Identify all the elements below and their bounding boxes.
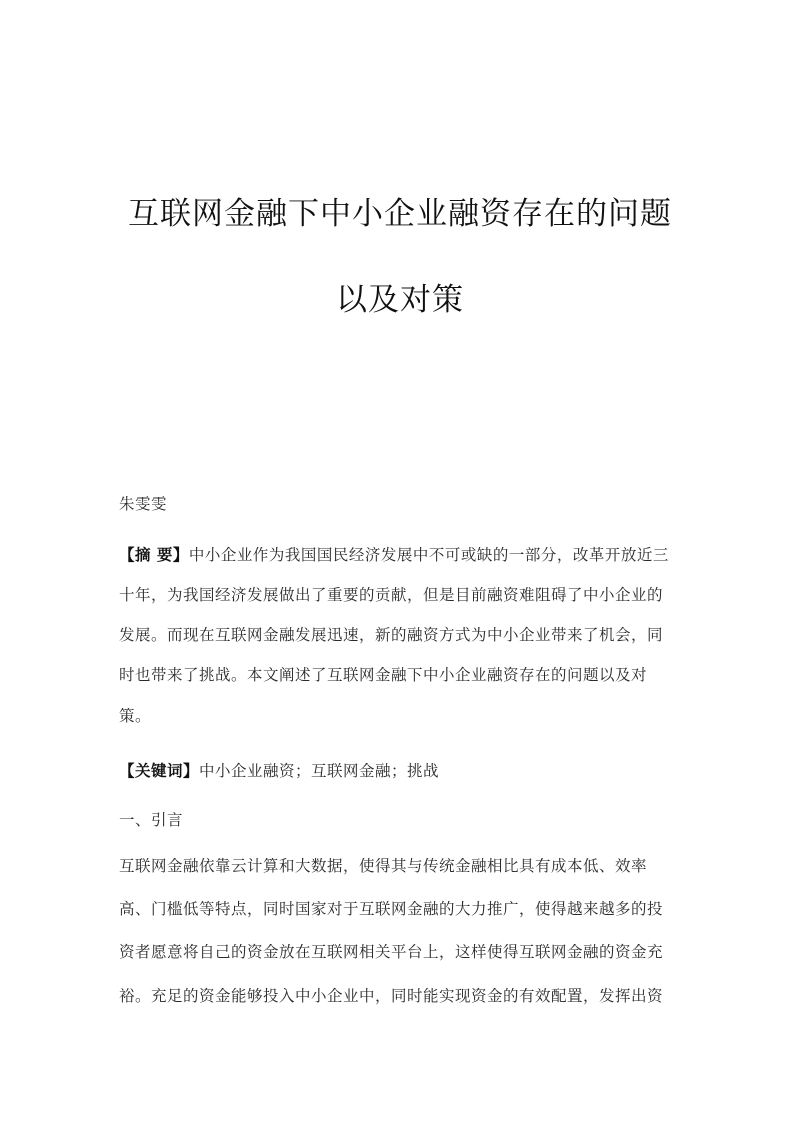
abstract-line-4: 时也带来了挑战。本文阐述了互联网金融下中小企业融资存在的问题以及对 [119, 666, 648, 684]
intro-line-4: 裕。充足的资金能够投入中小企业中，同时能实现资金的有效配置，发挥出资 [119, 987, 664, 1005]
title-line-1: 互联网金融下中小企业融资存在的问题 [128, 196, 672, 232]
abstract-line-2: 十年，为我国经济发展做出了重要的贡献，但是目前融资难阻碍了中小企业的 [119, 586, 664, 604]
abstract-line-3: 发展。而现在互联网金融发展迅速，新的融资方式为中小企业带来了机会，同 [119, 626, 664, 644]
intro-line-1: 互联网金融依靠云计算和大数据，使得其与传统金融相比具有成本低、效率 [119, 857, 648, 875]
keywords-line [119, 759, 439, 781]
abstract-line-5: 策。 [119, 707, 152, 725]
keywords-text: 中小企业融资；互联网金融；挑战 [199, 762, 440, 780]
abstract-label: 【摘 要】 [119, 545, 189, 564]
intro-line-2: 高、门槛低等特点，同时国家对于互联网金融的大力推广，使得越来越多的投 [119, 900, 664, 918]
title-line-2: 以及对策 [336, 282, 464, 318]
keywords-label: 【关键词】 [119, 761, 200, 780]
abstract-line-1 [119, 543, 669, 565]
intro-line-3: 资者愿意将自己的资金放在互联网相关平台上，这样使得互联网金融的资金充 [119, 943, 664, 961]
abstract-text: 中小企业作为我国国民经济发展中不可或缺的一部分，改革开放近三 [188, 546, 669, 564]
section-heading: 一、引言 [119, 811, 184, 829]
author: 朱雯雯 [119, 495, 168, 513]
